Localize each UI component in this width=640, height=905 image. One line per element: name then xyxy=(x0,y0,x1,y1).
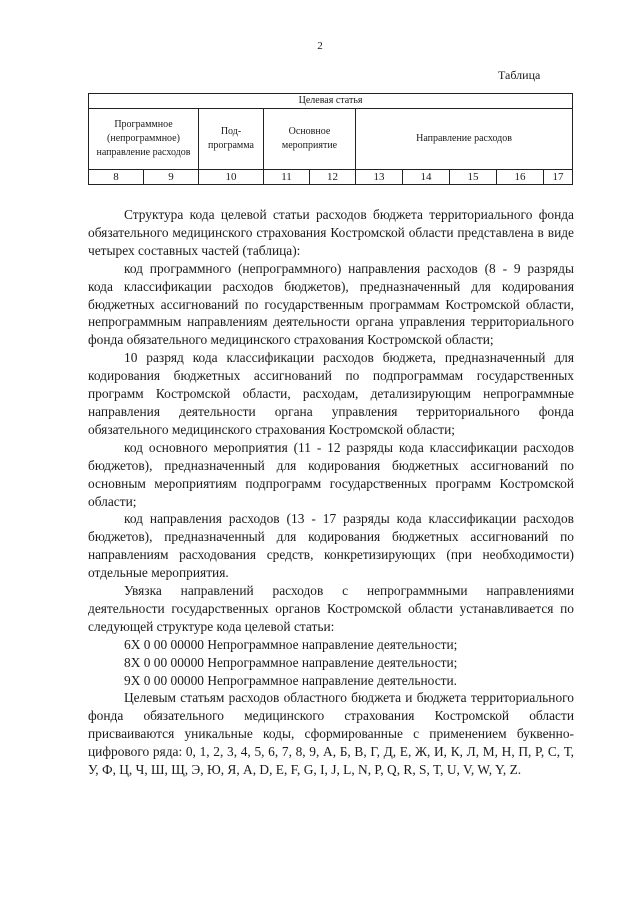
header-subprogram: Под-программа xyxy=(199,109,264,170)
target-article-table xyxy=(88,93,573,185)
table-caption: Таблица xyxy=(498,68,541,82)
digit-cell: 17 xyxy=(544,170,573,185)
header-direction: Направление расходов xyxy=(356,109,573,170)
digit-cell: 15 xyxy=(450,170,497,185)
paragraph-main-event-code: код основного мероприятия (11 - 12 разряды кода классификации расходов бюджетов), предназначенный для кодирования бюджетных ассигнований по основным мероприятиям подпрограмм государственных программ Костромской области; xyxy=(88,439,574,509)
digit-cell: 11 xyxy=(264,170,310,185)
header-main-event: Основное мероприятие xyxy=(264,109,356,170)
digit-cell: 8 xyxy=(89,170,144,185)
digit-cell: 14 xyxy=(403,170,450,185)
digit-cell: 10 xyxy=(199,170,264,185)
paragraph-intro: Структура кода целевой статьи расходов бюджета территориального фонда обязательного медицинского страхования Костромской области представлена в виде четырех составных частей (таблица): xyxy=(88,207,574,258)
paragraph-subprogram-code: 10 разряд кода классификации расходов бюджета, предназначенный для кодирования бюджетных ассигнований по подпрограммам государственных программ Костромской области, расходам, детализирующим непрограммные направления деятельности органа управления территориального фонда обязательного медицинского страхования Костромской области; xyxy=(88,350,574,437)
table-title: Целевая статья xyxy=(89,94,573,109)
paragraph-unique-codes: Целевым статьям расходов областного бюджета и бюджета территориального фонда обязательного медицинского страхования Костромской области присваиваются уникальные коды, сформированные с применением буквенно-цифрового ряда: 0, 1, 2, 3, 4, 5, 6, 7, 8, 9, А, Б, В, Г, Д, Е, Ж, И, К, Л, М, Н, П, Р, С, Т, У, Ф, Ц, Ч, Ш, Щ, Э, Ю, Я, A, D, E, F, G, I, J, L, N, P, Q, R, S, T, U, V, W, Y, Z. xyxy=(88,690,574,778)
code-line-6x: 6Х 0 00 00000 Непрограммное направление деятельности; xyxy=(124,636,458,652)
digit-cell: 9 xyxy=(144,170,199,185)
paragraph-linkage: Увязка направлений расходов с непрограммными направлениями деятельности государственных органов Костромской области устанавливается по следующей структуре кода целевой статьи: xyxy=(88,583,574,634)
header-program: Программное (непрограммное) направление расходов xyxy=(89,109,199,170)
page-number: 2 xyxy=(317,40,323,52)
document-body xyxy=(88,206,574,779)
code-line-8x: 8Х 0 00 00000 Непрограммное направление деятельности; xyxy=(124,654,458,670)
code-line-9x: 9Х 0 00 00000 Непрограммное направление деятельности. xyxy=(124,672,458,688)
digit-cell: 13 xyxy=(356,170,403,185)
digit-cell: 16 xyxy=(497,170,544,185)
paragraph-direction-code: код направления расходов (13 - 17 разряды кода классификации расходов бюджетов), предназначенный для кодирования бюджетных ассигнований по направлениям расходования средств, конкретизирующих (при необходимости) отдельные мероприятия. xyxy=(88,511,574,581)
digit-cell: 12 xyxy=(310,170,356,185)
paragraph-program-code: код программного (непрограммного) направления расходов (8 - 9 разряды кода классификации расходов бюджетов), предназначенный для кодирования бюджетных ассигнований по государственным программам Костромской области, непрограммным направлениям деятельности органа управления территориального фонда обязательного медицинского страхования Костромской области; xyxy=(88,260,574,348)
